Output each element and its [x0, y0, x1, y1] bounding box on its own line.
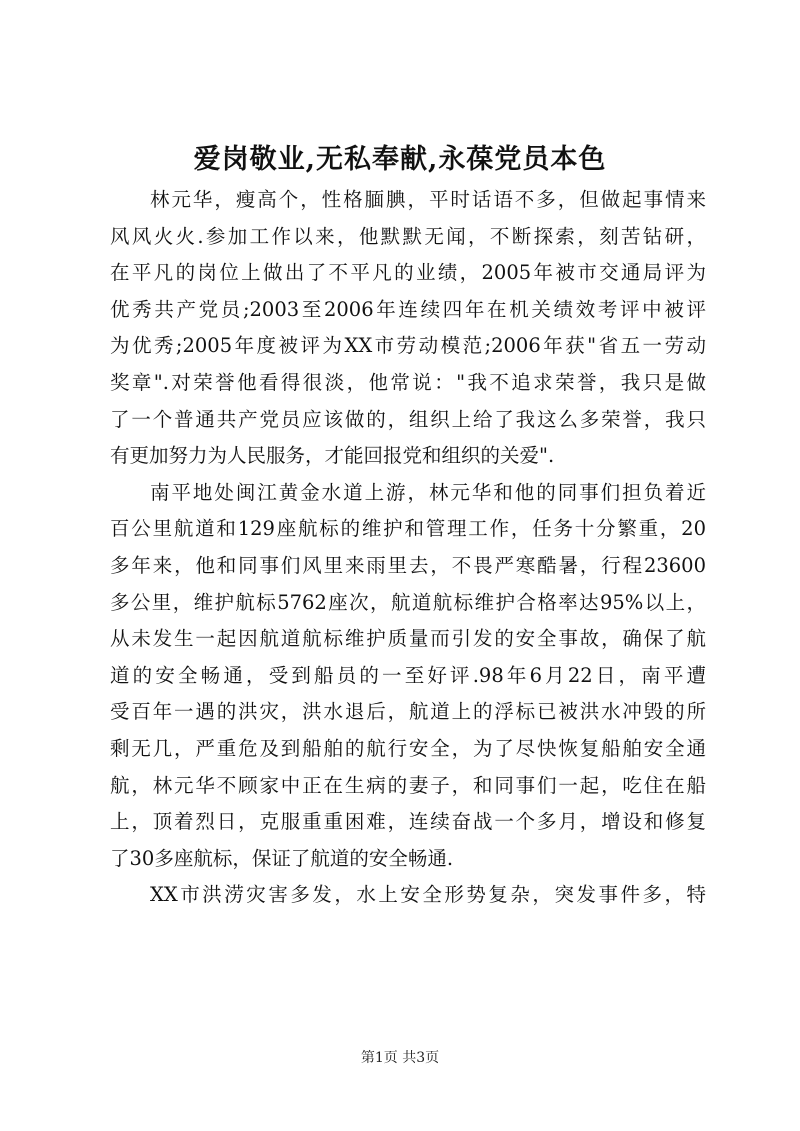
text-line: 航，林元华不顾家中正在生病的妻子，和同事们一起，吃住在船 — [110, 773, 706, 797]
text-line: 从未发生一起因航道航标维护质量而引发的安全事故，确保了航 — [110, 627, 706, 651]
text-line: 上，顶着烈日，克服重重困难，连续奋战一个多月，增设和修复 — [110, 810, 706, 834]
text-line: 道的安全畅通，受到船员的一至好评.98年6月22日，南平遭 — [110, 663, 706, 687]
text-line: 风风火火.参加工作以来，他默默无闻，不断探索，刻苦钻研， — [110, 224, 706, 248]
text-line: 了一个普通共产党员应该做的，组织上给了我这么多荣誉，我只 — [110, 407, 706, 431]
text-line: 剩无几，严重危及到船舶的航行安全，为了尽快恢复船舶安全通 — [110, 736, 706, 760]
page-footer: 第1页 共3页 — [360, 1050, 440, 1066]
paragraph-1 — [110, 182, 706, 475]
text-line: 多公里，维护航标5762座次，航道航标维护合格率达95%以上， — [110, 590, 706, 614]
text-line: 优秀共产党员;2003至2006年连续四年在机关绩效考评中被评 — [110, 297, 706, 321]
text-line: 多年来，他和同事们风里来雨里去，不畏严寒酷暑，行程23600 — [110, 553, 706, 577]
text-line: XX市洪涝灾害多发，水上安全形势复杂，突发事件多，特 — [150, 883, 706, 907]
text-line: 有更加努力为人民服务，才能回报党和组织的关爱". — [110, 444, 555, 468]
text-line: 受百年一遇的洪灾，洪水退后，航道上的浮标已被洪水冲毁的所 — [110, 700, 706, 724]
text-line: 南平地处闽江黄金水道上游，林元华和他的同事们担负着近 — [150, 480, 706, 504]
document-title: 爱岗敬业,无私奉献,永葆党员本色 — [193, 144, 607, 175]
text-line: 奖章".对荣誉他看得很淡，他常说："我不追求荣誉，我只是做 — [110, 370, 706, 394]
document-body — [110, 182, 706, 914]
text-line: 林元华，瘦高个，性格腼腆，平时话语不多，但做起事情来 — [150, 188, 706, 211]
paragraph-2 — [110, 475, 706, 878]
text-line: 在平凡的岗位上做出了不平凡的业绩，2005年被市交通局评为 — [110, 261, 706, 285]
text-line: 为优秀;2005年度被评为XX市劳动模范;2006年获"省五一劳动 — [110, 334, 706, 358]
text-line: 百公里航道和129座航标的维护和管理工作，任务十分繁重，20 — [110, 517, 706, 541]
paragraph-3 — [110, 877, 706, 914]
text-line: 了30多座航标，保证了航道的安全畅通. — [110, 846, 454, 870]
